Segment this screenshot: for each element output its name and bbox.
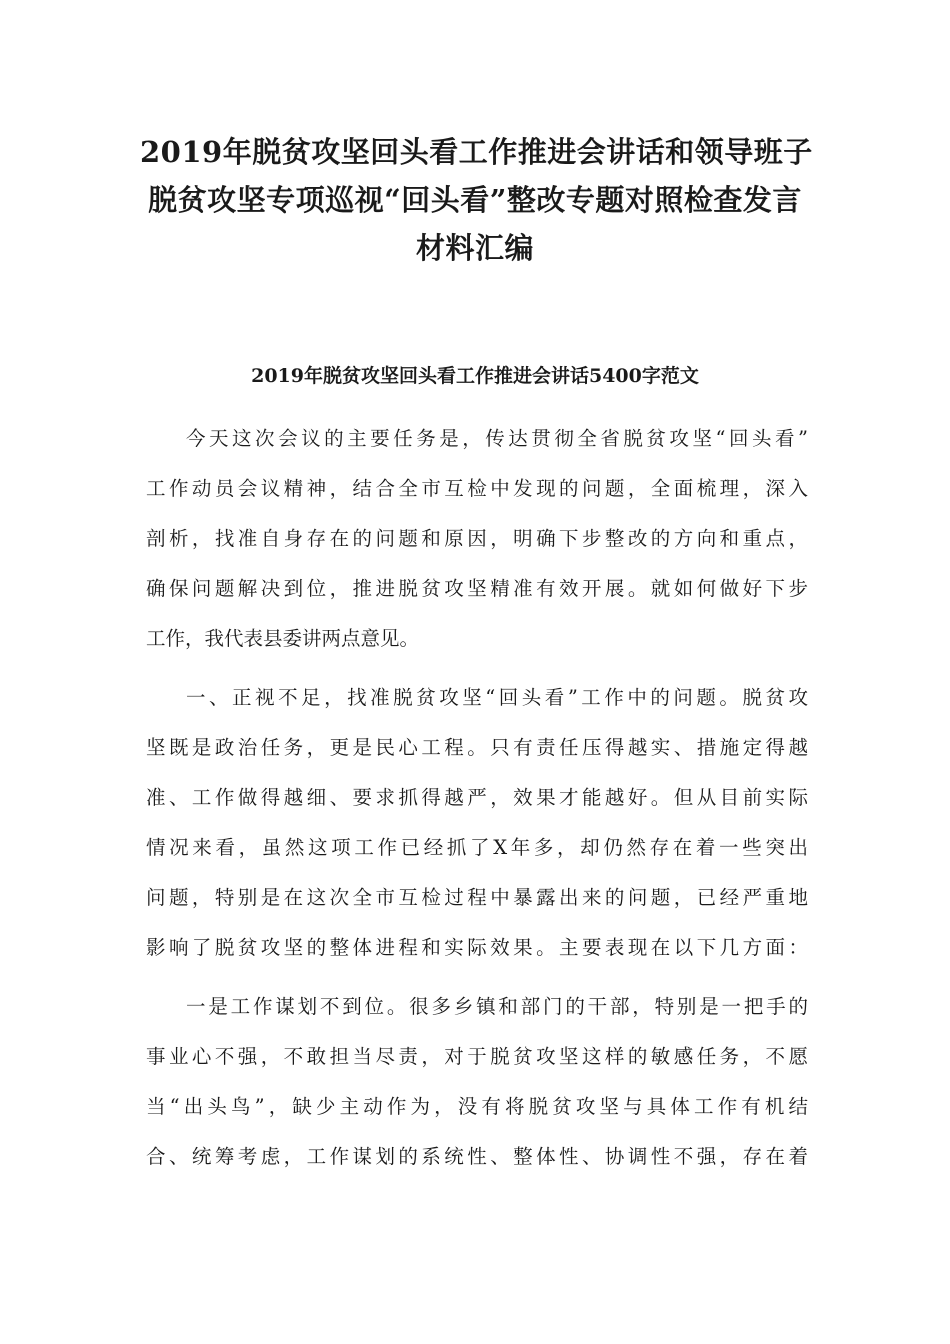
text-line: 问题，特别是在这次全市互检过程中暴露出来的问题，已经严重地 (146, 886, 808, 909)
text-line: 一是工作谋划不到位。很多乡镇和部门的干部，特别是一把手的 (186, 995, 808, 1018)
section-title: 2019年脱贫攻坚回头看工作推进会讲话5400字范文 (251, 365, 699, 387)
text-line: 准、工作做得越细、要求抓得越严，效果才能越好。但从目前实际 (146, 786, 808, 809)
paragraph-1 (146, 414, 808, 664)
text-line: 合、统筹考虑，工作谋划的系统性、整体性、协调性不强，存在着 (146, 1145, 808, 1168)
paragraph-2 (146, 673, 808, 973)
text-line: 事业心不强，不敢担当尽责，对于脱贫攻坚这样的敏感任务，不愿 (146, 1045, 808, 1068)
text-line: 今天这次会议的主要任务是，传达贯彻全省脱贫攻坚“回头看” (186, 427, 808, 450)
text-line: 剖析，找准自身存在的问题和原因，明确下步整改的方向和重点， (146, 527, 808, 550)
document-title (140, 128, 813, 272)
text-line: 当“出头鸟”，缺少主动作为，没有将脱贫攻坚与具体工作有机结 (146, 1095, 808, 1118)
text-line: 工作动员会议精神，结合全市互检中发现的问题，全面梳理，深入 (146, 477, 808, 500)
title-line: 材料汇编 (415, 231, 534, 265)
text-line: 工作，我代表县委讲两点意见。 (146, 627, 420, 650)
text-line: 一、正视不足，找准脱贫攻坚“回头看”工作中的问题。脱贫攻 (186, 686, 808, 709)
text-line: 影响了脱贫攻坚的整体进程和实际效果。主要表现在以下几方面： (146, 936, 808, 959)
text-line: 情况来看，虽然这项工作已经抓了X年多，却仍然存在着一些突出 (146, 836, 808, 859)
title-line: 脱贫攻坚专项巡视“回头看”整改专题对照检查发言 (148, 183, 802, 217)
paragraph-3 (146, 982, 808, 1182)
text-line: 坚既是政治任务，更是民心工程。只有责任压得越实、措施定得越 (146, 736, 808, 759)
title-line: 2019年脱贫攻坚回头看工作推进会讲话和领导班子 (140, 135, 813, 169)
text-line: 确保问题解决到位，推进脱贫攻坚精准有效开展。就如何做好下步 (146, 577, 808, 600)
